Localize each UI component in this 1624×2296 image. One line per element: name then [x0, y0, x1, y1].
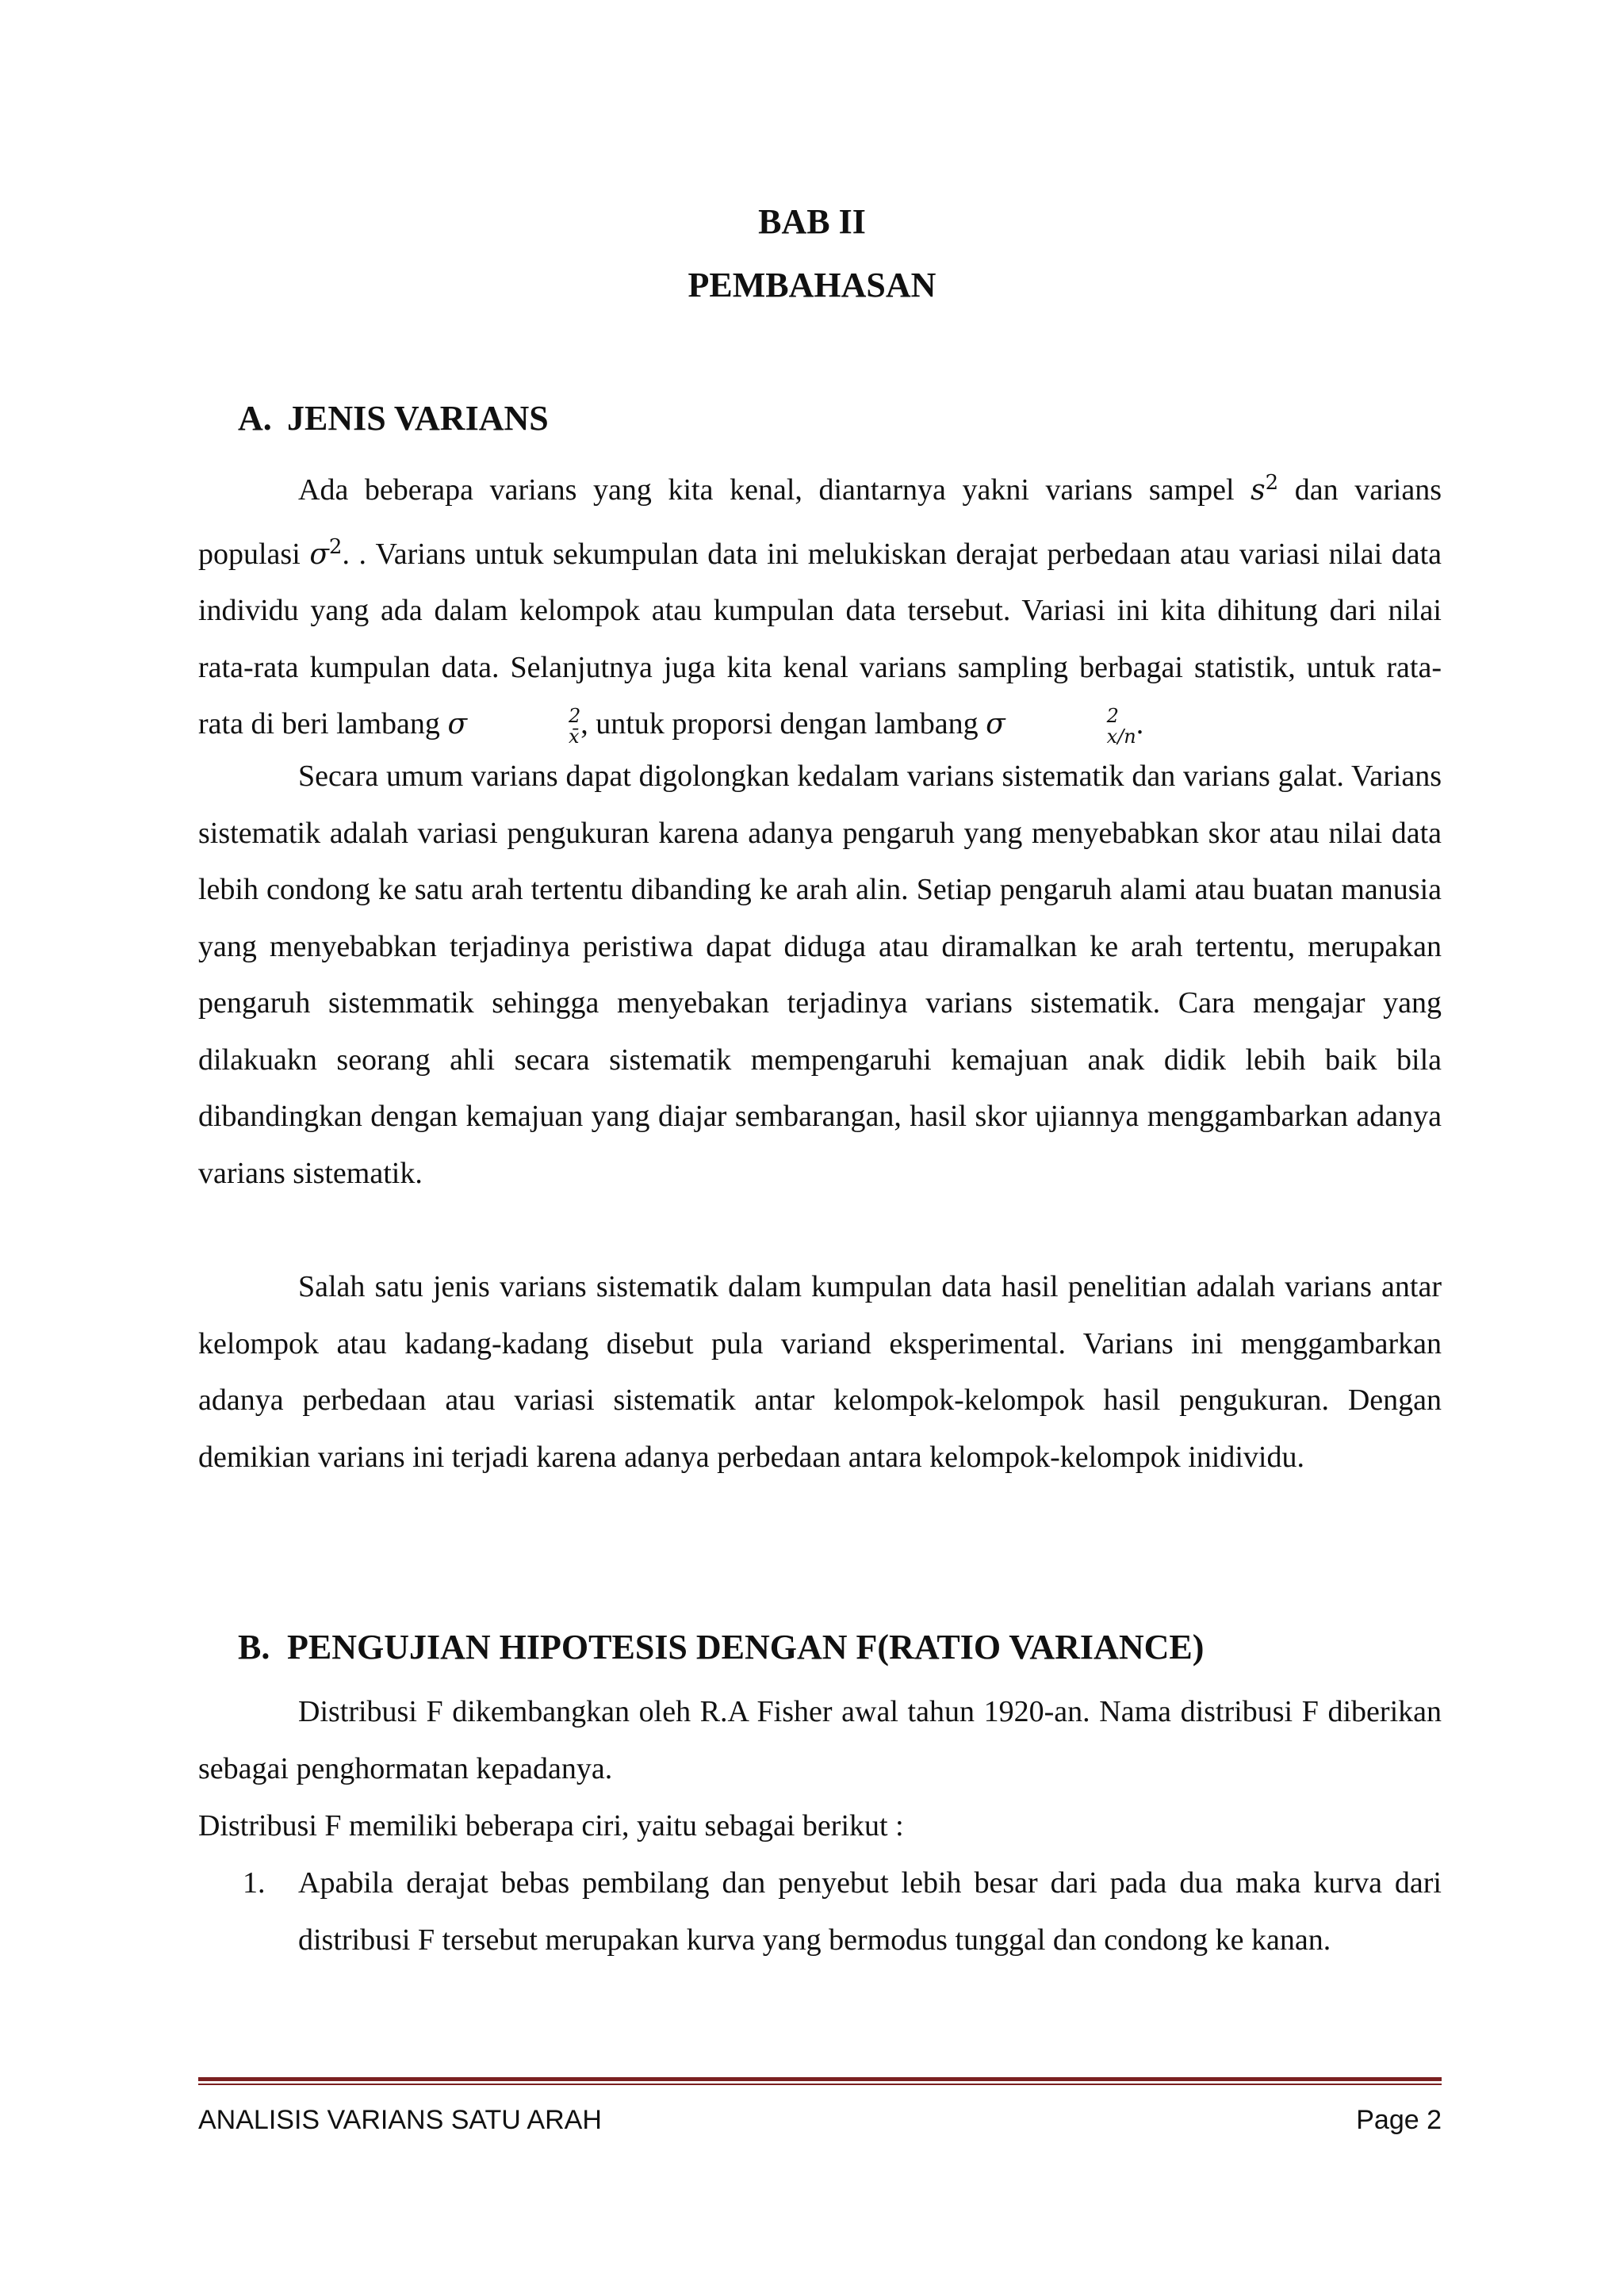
section-a-paragraph-1 [198, 455, 1442, 753]
footer-divider-thick [198, 2077, 1442, 2081]
chapter-number: BAB II [758, 202, 866, 241]
list-item-number: 1. [243, 1866, 266, 1900]
mean-variance-symbol [447, 705, 581, 748]
proportion-variance-symbol [986, 705, 1136, 748]
list-item [198, 1855, 1442, 1969]
section-b-paragraph-2: Distribusi F memiliki beberapa ciri, yaitu sebagai berikut : [198, 1809, 904, 1843]
text-run: dan varians populasi [198, 473, 1442, 571]
symbol: s [1251, 474, 1266, 507]
page-number: Page 2 [1356, 2105, 1442, 2135]
section-b-title: PENGUJIAN HIPOTESIS DENGAN F(RATIO VARIANCE) [287, 1628, 1205, 1667]
population-variance-symbol [309, 534, 343, 571]
footer-divider-thin [198, 2084, 1442, 2085]
subscript: x̄ [569, 725, 580, 748]
characteristics-list [198, 1855, 1442, 1969]
section-a-paragraph-2: Secara umum varians dapat digolongkan kedalam varians sistematik dan varians galat. Varians sistematik adalah variasi pengukuran karena adanya pengaruh yang menyebabkan skor atau nilai data lebih condong ke satu arah tertentu dibanding ke arah alin. Setiap pengaruh alami atau buatan manusia yang menyebabkan terjadinya peristiwa dapat diduga atau diramalkan ke arah tertentu, merupakan pengaruh sistemmatik sehingga menyebakan terjadinya varians sistematik. Cara mengajar yang dilakuakn seorang ahli secara sistematik mempengaruhi kemajuan anak didik lebih baik bila dibandingkan dengan kemajuan yang diajar sembarangan, hasil skor ujiannya menggambarkan adanya varians sistematik. [198, 760, 1442, 1190]
footer-title: ANALISIS VARIANS SATU ARAH [198, 2105, 602, 2135]
exponent: 2 [569, 705, 581, 727]
text-run: Ada beberapa varians yang kita kenal, diantarnya yakni varians sampel [298, 473, 1251, 507]
section-a-title: JENIS VARIANS [287, 399, 549, 438]
text-run: . [1136, 707, 1144, 740]
exponent: 2 [328, 534, 343, 559]
section-a-letter: A. [238, 399, 272, 438]
sub-sup-stack [1007, 706, 1136, 747]
sub-sup-stack [469, 706, 580, 747]
text-run: . . Varians untuk sekumpulan data ini melukiskan derajat perbedaan atau variasi nilai data individu yang ada dalam kelompok atau kumpulan data tersebut. Variasi ini kita dihitung dari nilai rata-rata kumpulan data. Selanjutnya juga kita kenal varians sampling berbagai statistik, untuk rata-rata di beri lambang [198, 537, 1442, 740]
sample-variance-symbol [1251, 471, 1279, 507]
symbol: σ [309, 538, 329, 571]
text-run: , untuk proporsi dengan lambang [580, 707, 986, 740]
section-b-letter: B. [238, 1628, 270, 1667]
subscript: x/n [1106, 725, 1136, 748]
section-a-paragraph-3: Salah satu jenis varians sistematik dalam kumpulan data hasil penelitian adalah varians antar kelompok atau kadang-kadang disebut pula variand eksperimental. Varians ini menggambarkan adanya perbedaan atau variasi sistematik antar kelompok-kelompok hasil pengukuran. Dengan demikian varians ini terjadi karena adanya perbedaan antara kelompok-kelompok inidividu. [198, 1270, 1442, 1474]
list-item-text: Apabila derajat bebas pembilang dan penyebut lebih besar dari pada dua maka kurva dari distribusi F tersebut merupakan kurva yang bermodus tunggal dan condong ke kanan. [298, 1866, 1442, 1957]
exponent: 2 [1106, 705, 1119, 727]
exponent: 2 [1265, 471, 1279, 495]
chapter-title: PEMBAHASAN [688, 266, 936, 304]
symbol: σ [447, 708, 468, 740]
section-b-heading [238, 1624, 1204, 1671]
symbol: σ [986, 708, 1005, 740]
section-b-paragraph-1: Distribusi F dikembangkan oleh R.A Fisher awal tahun 1920-an. Nama distribusi F diberikan sebagai penghormatan kepadanya. [198, 1695, 1442, 1785]
footer-divider [198, 2077, 1442, 2085]
section-a-heading [238, 395, 549, 442]
page-footer [198, 2105, 1442, 2136]
